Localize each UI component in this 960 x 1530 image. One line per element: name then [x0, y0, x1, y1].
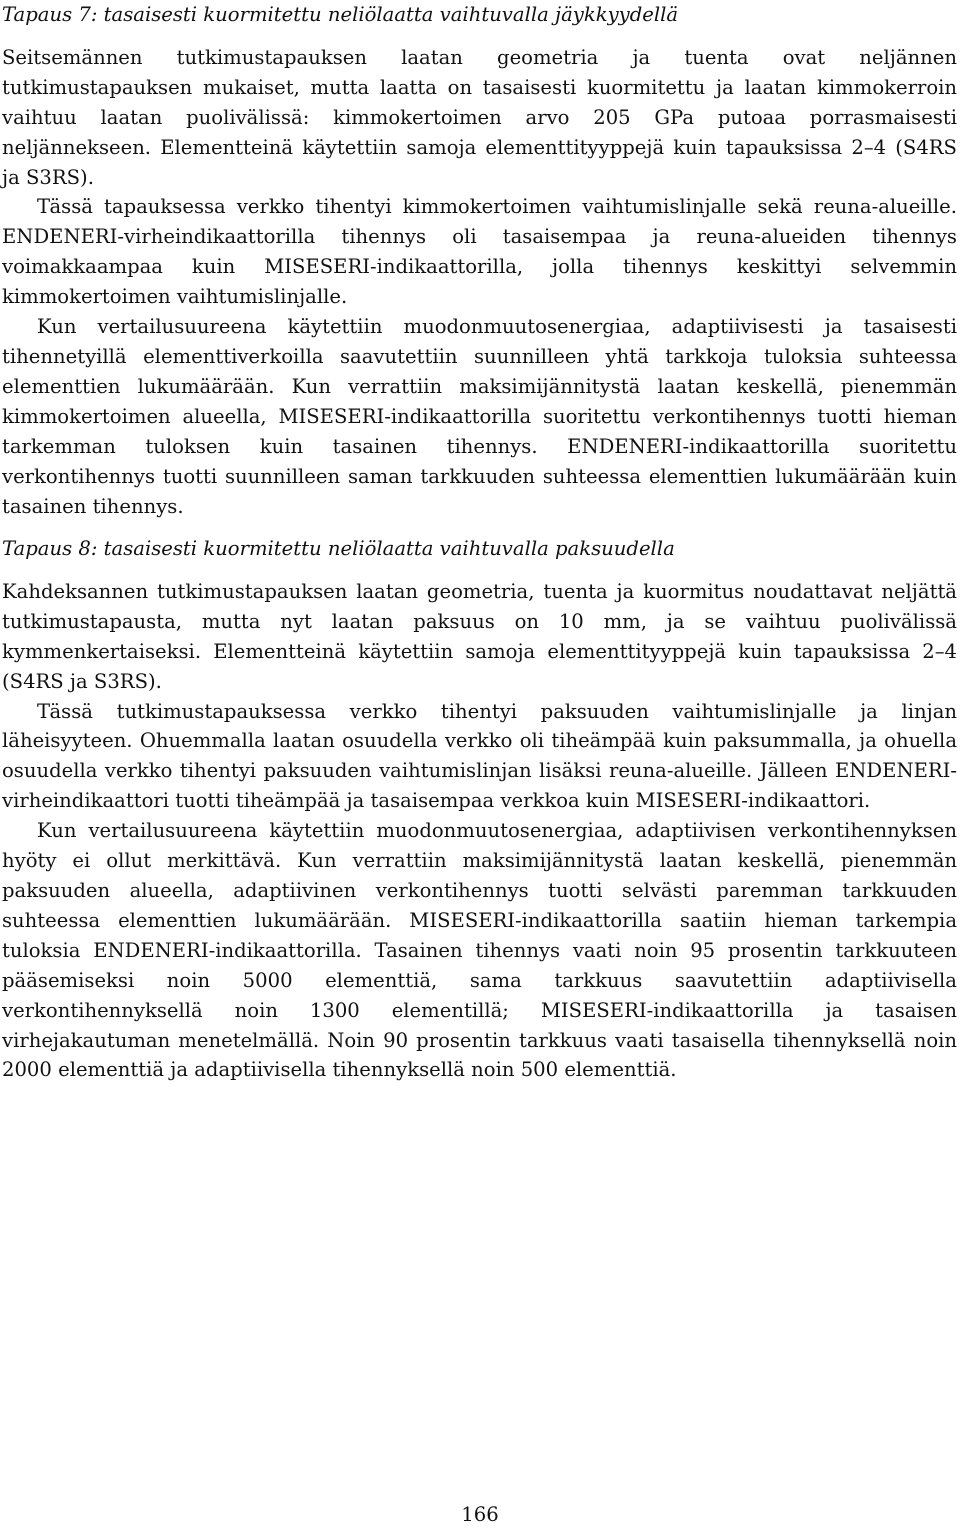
paragraph: Seitsemännen tutkimustapauksen laatan geometria ja tuenta ovat neljännen tutkimustapauksen mukaiset, mutta laatta on tasaisesti kuormitettu ja laatan kimmokerroin vaihtuu laatan puolivälissä: kimmokertoimen arvo 205 GPa putoaa porrasmaisesti neljännekseen. Elementteinä käytettiin samoja elementtityyppejä kuin tapauksissa 2–4 (S4RS ja S3RS).	[2, 45, 957, 189]
section-case-7	[2, 0, 957, 521]
section-case-8	[2, 534, 957, 1085]
paragraph: Tässä tutkimustapauksessa verkko tihentyi paksuuden vaihtumislinjalle ja linjan läheisyyteen. Ohuemmalla laatan osuudella verkko oli tiheämpää kuin paksummalla, ja ohuella osuudella verkko tihentyi paksuuden vaihtumislinjan lisäksi reuna-alueille. Jälleen ENDENERI-virheindikaattori tuotti tiheämpää ja tasaisempaa verkkoa kuin MISESERI-indikaattori.	[2, 699, 957, 813]
paragraph: Kun vertailusuureena käytettiin muodonmuutosenergiaa, adaptiivisen verkontihennyksen hyöty ei ollut merkittävä. Kun verrattiin maksimijännitystä laatan keskellä, pienemmän paksuuden alueella, adaptiivinen verkontihennys tuotti selvästi paremman tarkkuuden suhteessa elementtien lukumäärään. MISESERI-indikaattorilla saatiin hieman tarkempia tuloksia ENDENERI-indikaattorilla. Tasainen tihennys vaati noin 95 prosentin tarkkuuteen pääsemiseksi noin 5000 elementtiä, sama tarkkuus saavutettiin adaptiivisella verkontihennyksellä noin 1300 elementillä; MISESERI-indikaattorilla ja tasaisen virhejakautuman menetelmällä. Noin 90 prosentin tarkkuus vaati tasaisella tihennyksellä noin 2000 elementtiä ja adaptiivisella tihennyksellä noin 500 elementtiä.	[2, 819, 957, 1082]
paragraph: Tässä tapauksessa verkko tihentyi kimmokertoimen vaihtumislinjalle sekä reuna-alueille. ENDENERI-virheindikaattorilla tihennys oli tasaisempaa ja reuna-alueiden tihennys voimakkaampaa kuin MISESERI-indikaattorilla, jolla tihennys keskittyi selvemmin kimmokertoimen vaihtumislinjalle.	[2, 195, 957, 309]
paragraph: Kahdeksannen tutkimustapauksen laatan geometria, tuenta ja kuormitus noudattavat neljättä tutkimustapausta, mutta nyt laatan paksuus on 10 mm, ja se vaihtuu puolivälissä kymmenkertaiseksi. Elementteinä käytettiin samoja elementtityyppejä kuin tapauksissa 2–4 (S4RS ja S3RS).	[2, 579, 957, 693]
section-heading-case-7: Tapaus 7: tasaisesti kuormitettu neliölaatta vaihtuvalla jäykkyydellä	[2, 3, 679, 26]
paragraph: Kun vertailusuureena käytettiin muodonmuutosenergiaa, adaptiivisesti ja tasaisesti tihennetyillä elementtiverkoilla saavutettiin suunnilleen yhtä tarkkoja tuloksia suhteessa elementtien lukumäärään. Kun verrattiin maksimijännitystä laatan keskellä, pienemmän kimmokertoimen alueella, MISESERI-indikaattorilla suoritettu verkontihennys tuotti hieman tarkemman tuloksen kuin tasainen tihennys. ENDENERI-indikaattorilla suoritettu verkontihennys tuotti suunnilleen saman tarkkuuden suhteessa elementtien lukumäärään kuin tasainen tihennys.	[2, 315, 957, 518]
page-number: 166	[461, 1503, 499, 1526]
section-heading-case-8: Tapaus 8: tasaisesti kuormitettu neliölaatta vaihtuvalla paksuudella	[2, 537, 675, 560]
